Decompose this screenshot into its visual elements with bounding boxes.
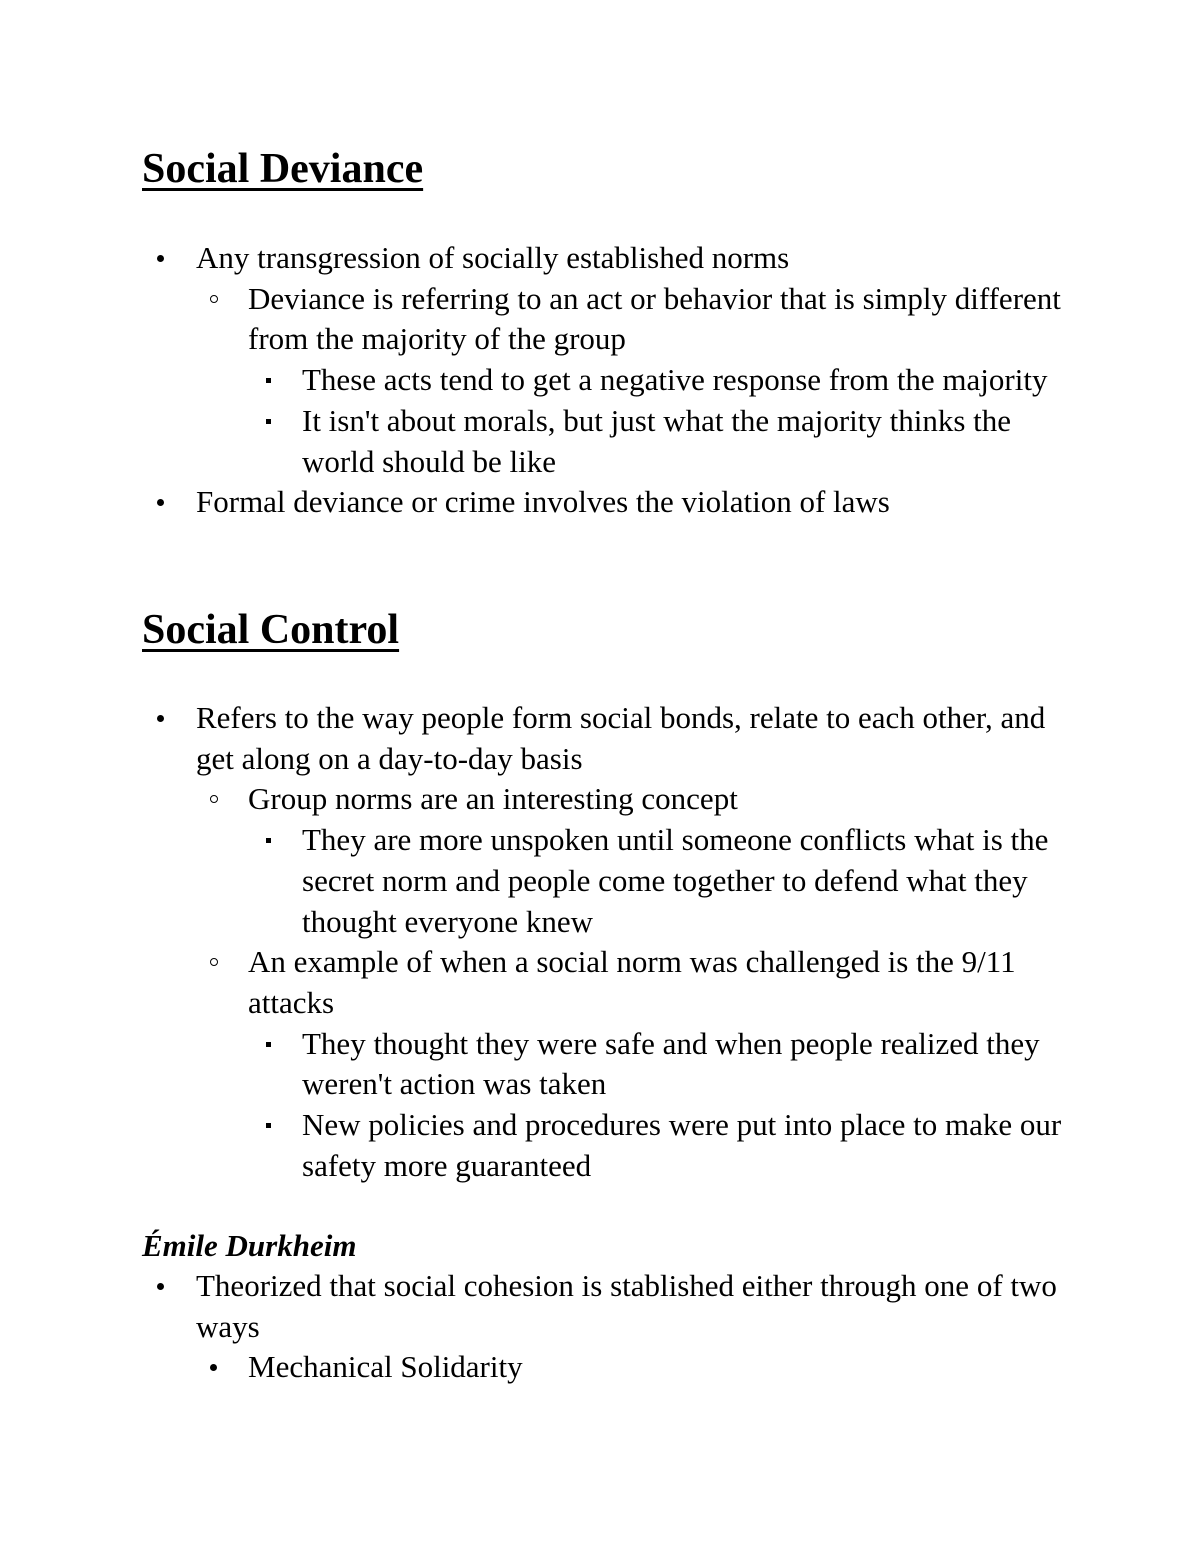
- bullet-disc-icon: [157, 715, 164, 722]
- list-item-text: Theorized that social cohesion is stablished either through one of two ways: [196, 1268, 1057, 1344]
- heading-social-deviance: Social Deviance: [142, 146, 424, 192]
- bullet-square-icon: [266, 378, 271, 383]
- bullet-disc-icon: [210, 1364, 217, 1371]
- bullet-disc-icon: [157, 499, 164, 506]
- bullet-square-icon: [266, 1042, 271, 1047]
- bullet-circle-icon: [210, 795, 218, 803]
- bullet-circle-icon: [210, 958, 218, 966]
- list-item-text: Refers to the way people form social bonds, relate to each other, and get along on a day-to-day basis: [196, 700, 1046, 776]
- bullet-disc-icon: [157, 255, 164, 262]
- list-item-text: Formal deviance or crime involves the violation of laws: [196, 484, 890, 520]
- list-item-text: An example of when a social norm was challenged is the 9/11 attacks: [248, 944, 1016, 1020]
- list-item: [142, 698, 1082, 779]
- list-item-text: It isn't about morals, but just what the majority thinks the world should be like: [302, 402, 1012, 479]
- list-item: [142, 942, 1082, 1023]
- social-deviance-list: [142, 238, 1082, 523]
- list-item: [142, 1105, 1082, 1186]
- list-item-text: Any transgression of socially established norms: [196, 240, 790, 275]
- subheading-emile-durkheim: Émile Durkheim: [142, 1228, 357, 1263]
- list-item-text: They thought they were safe and when people realized they weren't action was taken: [302, 1025, 1040, 1102]
- list-item: [142, 1266, 1082, 1347]
- list-item: [142, 1024, 1082, 1105]
- heading-social-control: Social Control: [142, 607, 400, 653]
- list-item: [142, 820, 1082, 942]
- list-item-text: Deviance is referring to an act or behavior that is simply different from the majority of the group: [248, 280, 1061, 357]
- list-item: [142, 401, 1082, 482]
- bullet-square-icon: [266, 419, 271, 424]
- list-item-text: Mechanical Solidarity: [248, 1349, 523, 1385]
- list-item: [142, 482, 1082, 523]
- social-control-list: [142, 698, 1082, 1186]
- list-item: [142, 779, 1082, 820]
- bullet-square-icon: [266, 1123, 271, 1128]
- list-item-text: New policies and procedures were put into place to make our safety more guaranteed: [302, 1107, 1062, 1183]
- list-item: [142, 279, 1082, 360]
- bullet-square-icon: [266, 838, 271, 843]
- list-item: [142, 238, 1082, 279]
- list-item: [142, 360, 1082, 401]
- durkheim-list: [142, 1266, 1082, 1388]
- bullet-circle-icon: [210, 295, 218, 303]
- list-item-text: Group norms are an interesting concept: [248, 781, 738, 817]
- bullet-disc-icon: [157, 1283, 164, 1290]
- list-item-text: They are more unspoken until someone conflicts what is the secret norm and people come together to defend what they thought everyone knew: [302, 822, 1049, 939]
- list-item: [142, 1347, 1082, 1388]
- list-item-text: These acts tend to get a negative response from the majority: [302, 362, 1048, 398]
